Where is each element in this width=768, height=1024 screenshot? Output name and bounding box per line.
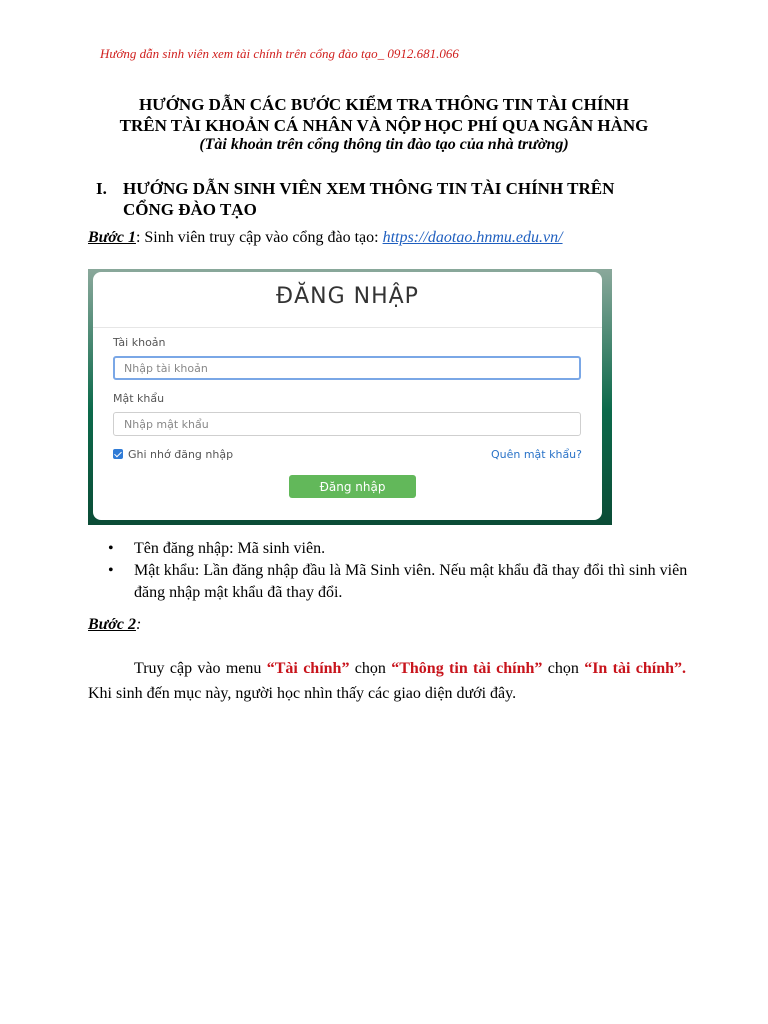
account-label: Tài khoản: [113, 336, 166, 349]
step-2-paragraph: [88, 656, 686, 706]
step-2-suffix: :: [135, 616, 142, 633]
remember-label: Ghi nhớ đăng nhập: [128, 448, 234, 461]
login-title: ĐĂNG NHẬP: [276, 284, 419, 309]
para-text-3: chọn: [542, 660, 585, 677]
portal-link[interactable]: https://daotao.hnmu.edu.vn/: [382, 229, 563, 246]
step-1-text: : Sinh viên truy cập vào cổng đào tạo:: [135, 229, 383, 246]
remember-me[interactable]: [113, 448, 233, 461]
section-title: HƯỚNG DẪN SINH VIÊN XEM THÔNG TIN TÀI CHÍNH TRÊN CỔNG ĐÀO TẠO: [123, 179, 615, 219]
account-input[interactable]: Nhập tài khoản: [113, 356, 581, 380]
section-number: I.: [96, 179, 107, 198]
bullet-password: • Mật khẩu: Lần đăng nhập đầu là Mã Sinh viên. Nếu mật khẩu đã thay đổi thì sinh viên đăng nhập mật khẩu đã thay đổi.: [108, 560, 688, 604]
para-text-2: chọn: [349, 660, 392, 677]
para-text-4: Khi sinh đến mục này, người học nhìn thấy các giao diện dưới đây.: [88, 685, 517, 702]
step-1: [88, 229, 563, 247]
document-title: [0, 94, 768, 136]
step-2: [88, 616, 141, 634]
title-line-2: TRÊN TÀI KHOẢN CÁ NHÂN VÀ NỘP HỌC PHÍ QUA NGÂN HÀNG: [119, 116, 649, 135]
para-text-1: Truy cập vào menu: [134, 660, 267, 677]
header-note: Hướng dẫn sinh viên xem tài chính trên cổng đào tạo_ 0912.681.066: [100, 46, 459, 61]
bullet-list: [108, 538, 688, 604]
menu-thong-tin-tai-chinh: “Thông tin tài chính”: [391, 660, 543, 677]
card-divider: [93, 327, 602, 328]
step-2-label: Bước 2: [88, 616, 136, 633]
step-1-label: Bước 1: [88, 229, 136, 246]
login-screenshot: [88, 269, 612, 525]
document-subtitle: (Tài khoản trên cổng thông tin đào tạo của nhà trường): [199, 136, 569, 153]
login-card: [93, 272, 602, 520]
password-label: Mật khẩu: [113, 392, 165, 405]
checkbox-checked-icon[interactable]: [113, 449, 123, 459]
password-input[interactable]: Nhập mật khẩu: [113, 412, 581, 436]
forgot-password-link[interactable]: Quên mật khẩu?: [490, 448, 582, 461]
bullet-username: • Tên đăng nhập: Mã sinh viên.: [108, 538, 688, 560]
login-button[interactable]: Đăng nhập: [289, 475, 416, 498]
menu-tai-chinh: “Tài chính”: [266, 660, 350, 677]
title-line-1: HƯỚNG DẪN CÁC BƯỚC KIỂM TRA THÔNG TIN TÀI CHÍNH: [138, 95, 630, 114]
menu-in-tai-chinh: “In tài chính”.: [584, 660, 687, 677]
